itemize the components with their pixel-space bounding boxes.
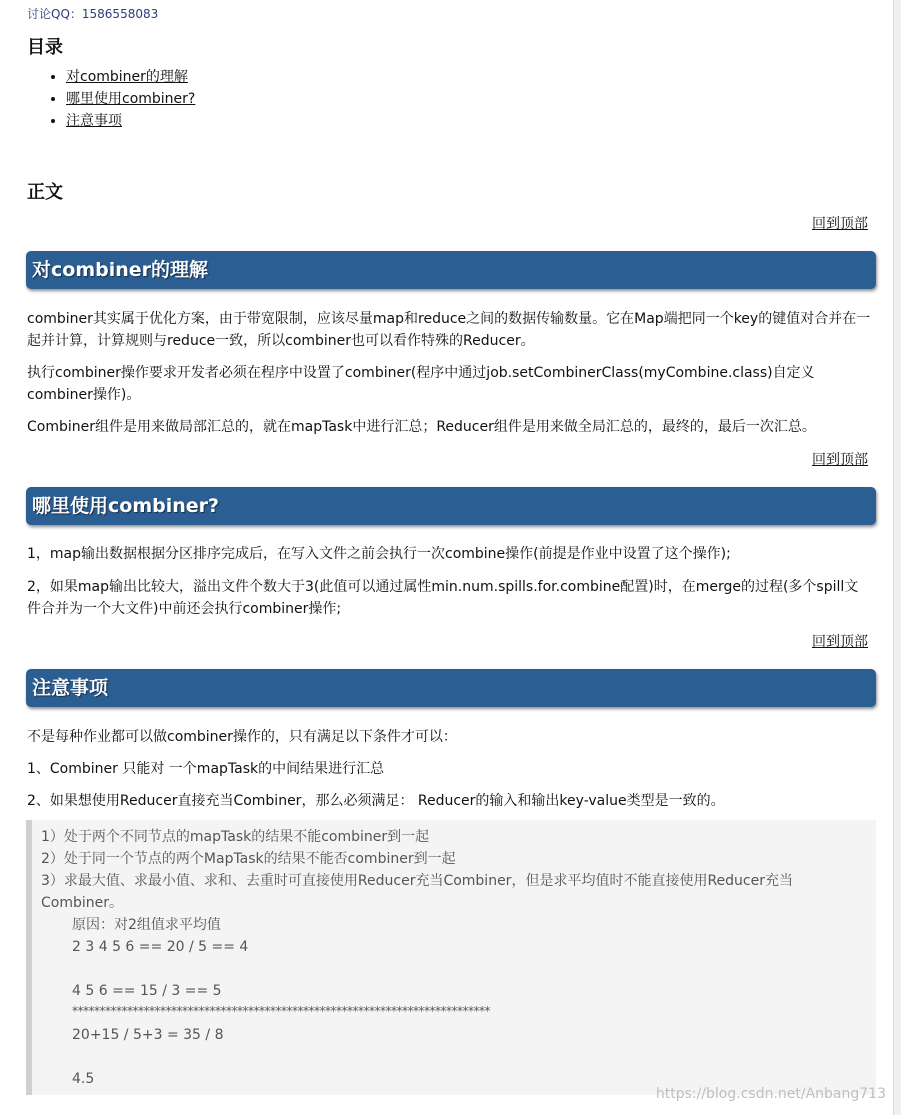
quote-line: 20+15 / 5+3 = 35 / 8 [72, 1027, 224, 1043]
toc-item [66, 88, 195, 110]
quote-line: 2）处于同一个节点的两个MapTask的结果不能否combiner到一起 [41, 851, 456, 867]
section2-paragraph-1: 1，map输出数据根据分区排序完成后，在写入文件之前会执行一次combine操作(前提是作业中设置了这个操作); [27, 546, 731, 562]
quote-line: 4.5 [72, 1071, 95, 1087]
section3-paragraph-1: 不是每种作业都可以做combiner操作的，只有满足以下条件才可以： [27, 729, 457, 745]
section3-paragraph-3: 2、如果想使用Reducer直接充当Combiner，那么必须满足： Reducer的输入和输出key-value类型是一致的。 [27, 793, 725, 809]
section-heading-where-to-use: 哪里使用combiner? [26, 487, 876, 525]
section1-paragraph-3: Combiner组件是用来做局部汇总的，就在mapTask中进行汇总；Reducer组件是用来做全局汇总的，最终的，最后一次汇总。 [27, 419, 816, 435]
quote-separator: **************************************************************************** [72, 1004, 490, 1018]
section1-paragraph-1: combiner其实属于优化方案，由于带宽限制，应该尽量map和reduce之间的数据传输数量。它在Map端把同一个key的键值对合并在一起并计算，计算规则与reduce一致，所以combiner也可以看作特殊的Reducer。 [27, 311, 871, 349]
toc-list [48, 66, 195, 132]
quote-line: Combiner。 [41, 895, 123, 911]
toc-title: 目录 [27, 37, 63, 58]
scrollbar-edge[interactable] [893, 0, 901, 1115]
blockquote [26, 820, 876, 1095]
toc-link-notes[interactable]: 注意事项 [66, 113, 122, 129]
quote-line: 1）处于两个不同节点的mapTask的结果不能combiner到一起 [41, 829, 430, 845]
quote-line: 2 3 4 5 6 == 20 / 5 == 4 [72, 939, 249, 955]
toc-item [66, 66, 195, 88]
watermark: https://blog.csdn.net/Anbang713 [655, 1086, 886, 1102]
quote-line: 3）求最大值、求最小值、求和、去重时可直接使用Reducer充当Combiner，但是求平均值时不能直接使用Reducer充当 [41, 873, 793, 889]
back-to-top-link[interactable]: 回到顶部 [812, 452, 868, 468]
body-title: 正文 [27, 182, 63, 203]
section3-paragraph-2: 1、Combiner 只能对 一个mapTask的中间结果进行汇总 [27, 761, 385, 777]
quote-line: 4 5 6 == 15 / 3 == 5 [72, 983, 222, 999]
section-heading-understanding: 对combiner的理解 [26, 251, 876, 289]
section1-paragraph-2: 执行combiner操作要求开发者必须在程序中设置了combiner(程序中通过job.setCombinerClass(myCombine.class)自定义combiner操作)。 [27, 365, 815, 403]
section-heading-notes: 注意事项 [26, 669, 876, 707]
back-to-top-link[interactable]: 回到顶部 [812, 216, 868, 232]
back-to-top-link[interactable]: 回到顶部 [812, 634, 868, 650]
quote-line: 原因：对2组值求平均值 [72, 917, 221, 933]
section2-paragraph-2: 2，如果map输出比较大，溢出文件个数大于3(此值可以通过属性min.num.spills.for.combine配置)时，在merge的过程(多个spill文件合并为一个大文件)中前还会执行combiner操作; [27, 579, 859, 617]
toc-link-where-to-use[interactable]: 哪里使用combiner? [66, 91, 196, 107]
discuss-qq: 讨论QQ：1586558083 [27, 7, 159, 21]
toc-link-understanding[interactable]: 对combiner的理解 [66, 69, 188, 85]
toc-item [66, 110, 195, 132]
